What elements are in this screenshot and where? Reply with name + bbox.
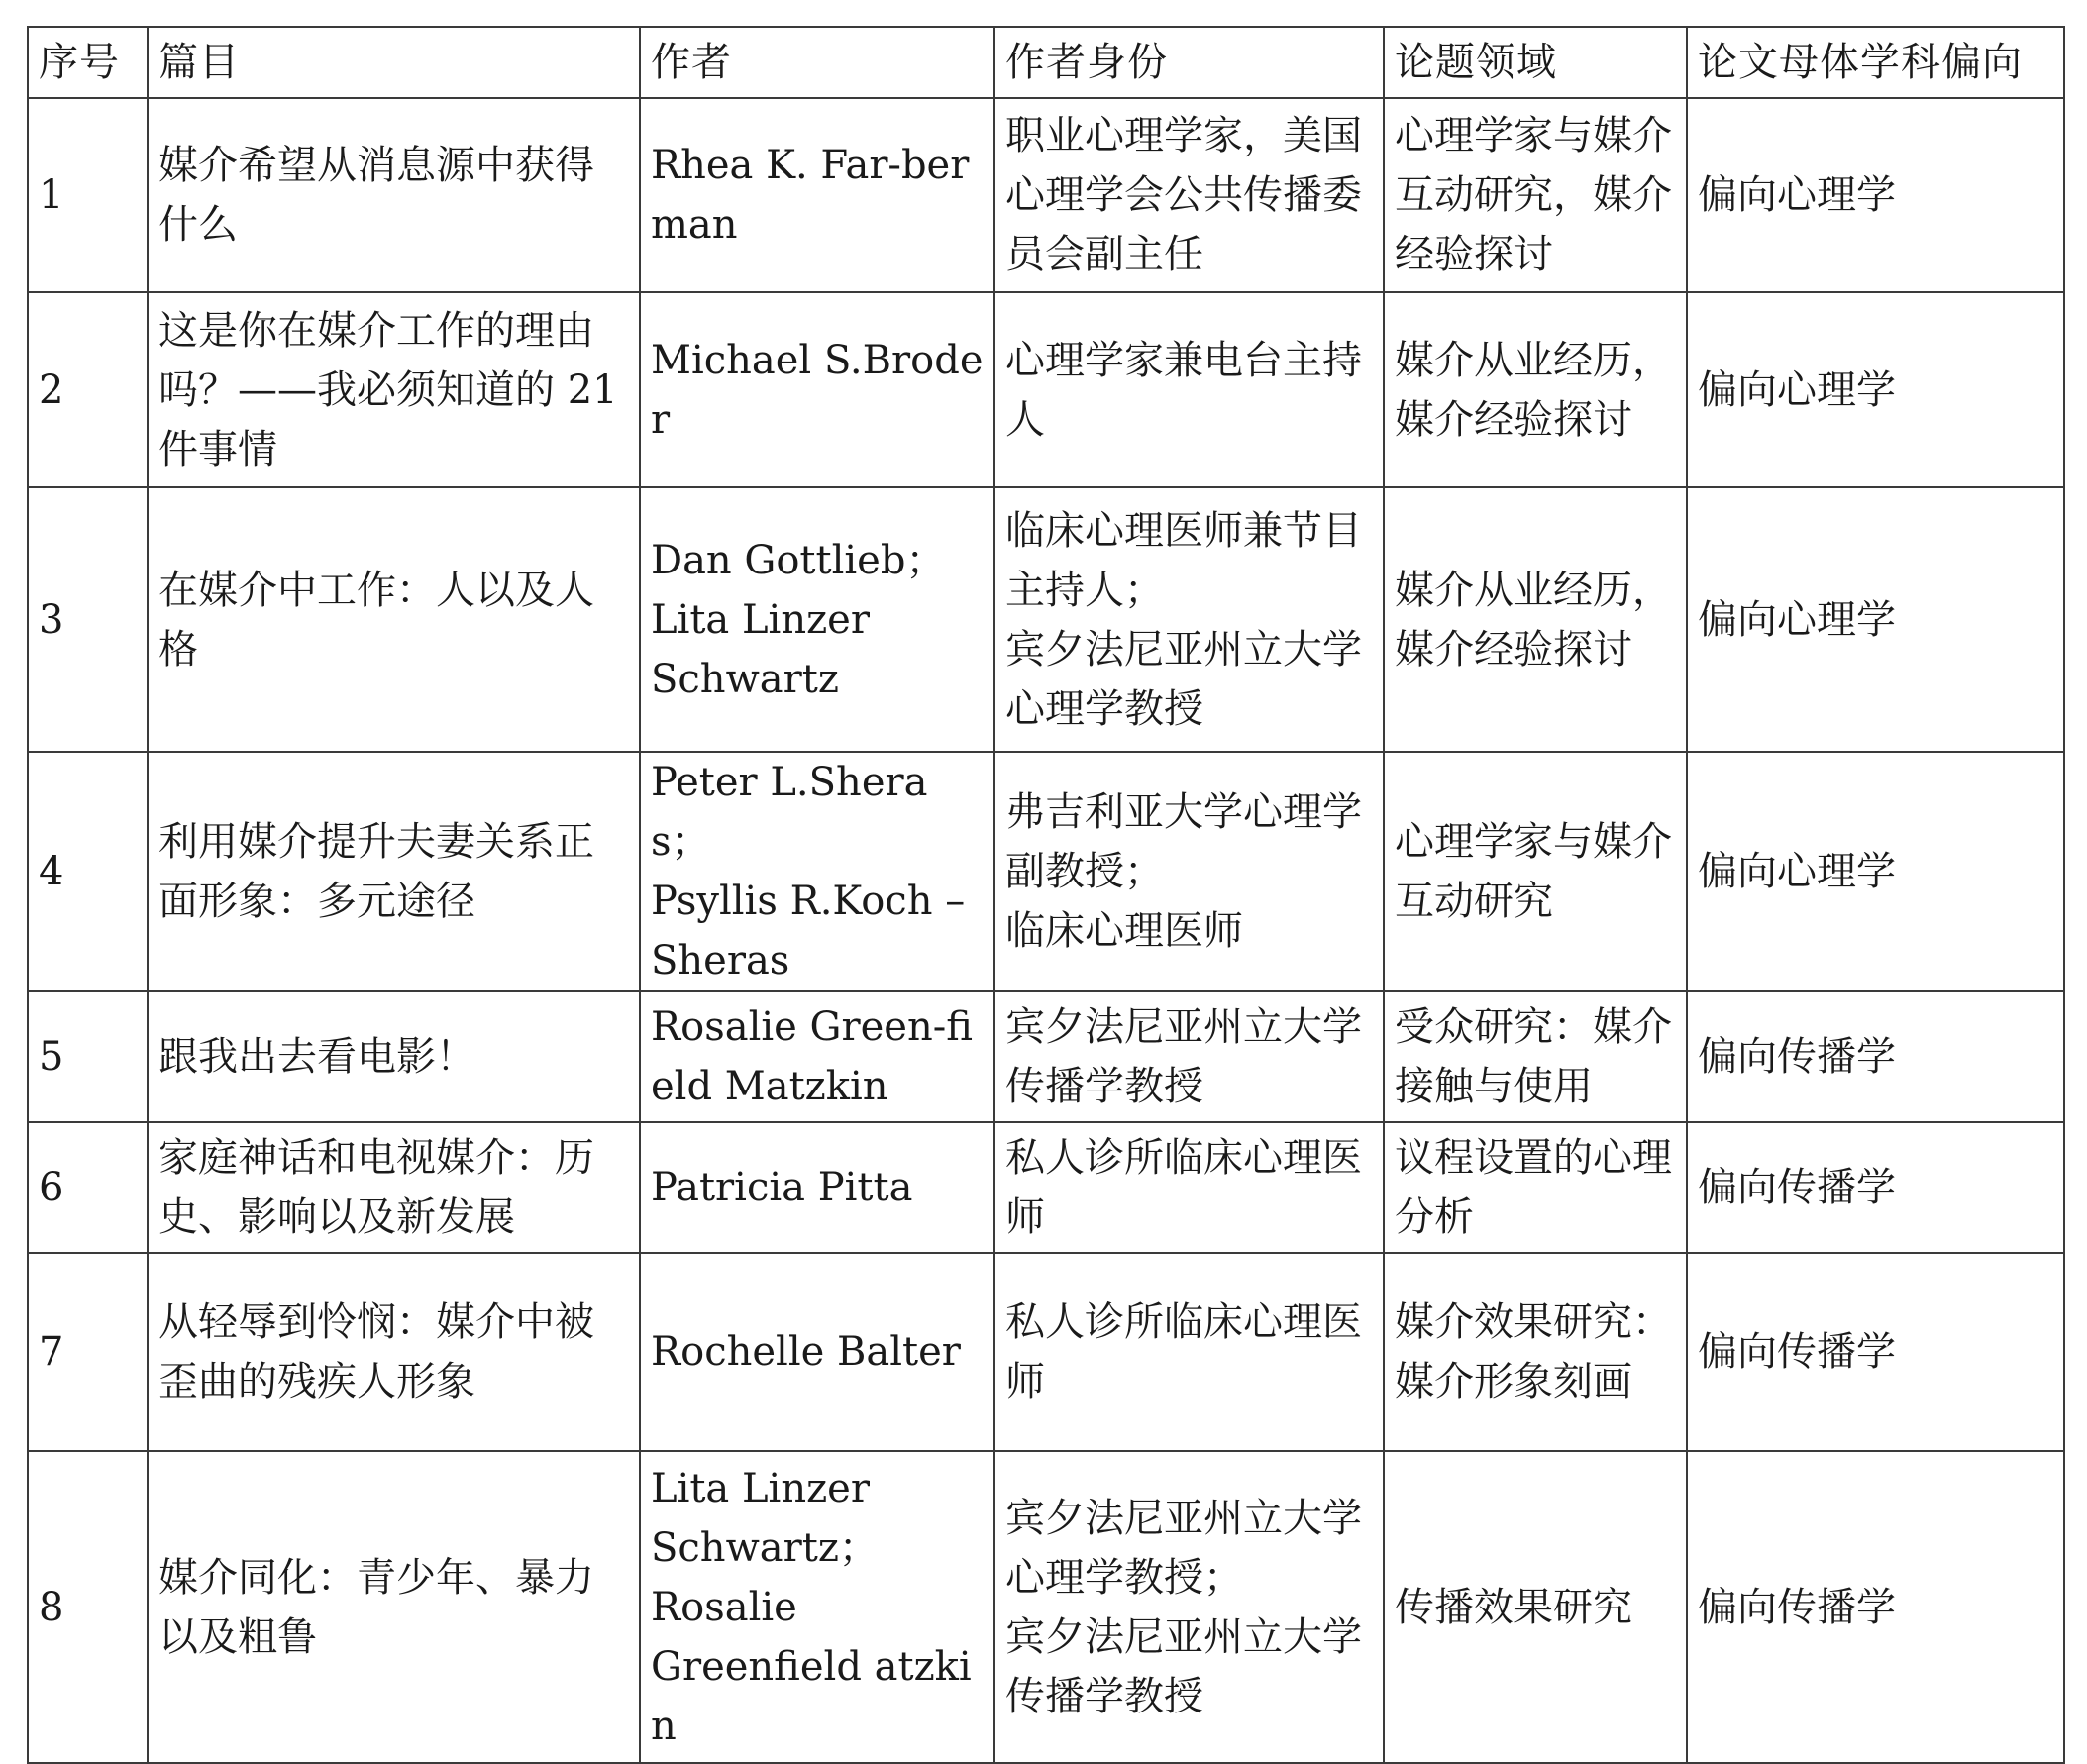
cell-author-line: Schwartz <box>651 656 839 702</box>
cell-field-line: 媒介效果研究：媒介形象刻画 <box>1395 1299 1672 1404</box>
table-row <box>28 1451 2064 1763</box>
cell-author-line: Dan Gottlieb； <box>651 537 946 583</box>
cell-author <box>640 1451 994 1763</box>
cell-identity-line: 宾夕法尼亚州立大学心理学教授 <box>1005 626 1362 732</box>
cell-title: 跟我出去看电影！ <box>148 991 640 1122</box>
cell-field <box>1384 1122 1687 1253</box>
cell-field <box>1384 292 1687 487</box>
cell-discipline: 偏向传播学 <box>1687 1451 2064 1763</box>
cell-identity <box>994 98 1384 292</box>
cell-identity-line: 弗吉利亚大学心理学副教授； <box>1005 789 1362 894</box>
cell-no: 7 <box>28 1253 148 1451</box>
cell-identity <box>994 1122 1384 1253</box>
cell-identity-line: 职业心理学家，美国心理学会公共传播委员会副主任 <box>1005 113 1362 277</box>
cell-title: 媒介同化：青少年、暴力以及粗鲁 <box>148 1451 640 1763</box>
cell-discipline: 偏向心理学 <box>1687 98 2064 292</box>
cell-identity <box>994 991 1384 1122</box>
cell-identity <box>994 1253 1384 1451</box>
papers-table <box>27 26 2065 1764</box>
cell-field <box>1384 1253 1687 1451</box>
cell-no: 2 <box>28 292 148 487</box>
cell-field-line: 传播效果研究 <box>1395 1584 1632 1630</box>
header-row <box>28 27 2064 98</box>
cell-field <box>1384 991 1687 1122</box>
cell-no: 3 <box>28 487 148 752</box>
cell-identity-line: 宾夕法尼亚州立大学心理学教授； <box>1005 1495 1362 1601</box>
cell-field-line: 心理学家与媒介互动研究 <box>1395 819 1672 924</box>
cell-title: 从轻辱到怜悯：媒介中被歪曲的残疾人形象 <box>148 1253 640 1451</box>
table-row <box>28 487 2064 752</box>
cell-identity <box>994 292 1384 487</box>
table-row <box>28 1122 2064 1253</box>
cell-author <box>640 487 994 752</box>
cell-identity <box>994 752 1384 991</box>
header-no: 序号 <box>28 27 148 98</box>
header-author: 作者 <box>640 27 994 98</box>
cell-field <box>1384 752 1687 991</box>
cell-author-line: Schwartz； <box>651 1524 879 1571</box>
cell-title: 这是你在媒介工作的理由吗？——我必须知道的 21 件事情 <box>148 292 640 487</box>
cell-author-line: Greenfield atzkin <box>651 1643 972 1749</box>
cell-author-line: Rochelle Balter <box>651 1329 961 1375</box>
cell-author-line: Patricia Pitta <box>651 1165 913 1210</box>
cell-author-line: Rosalie Green-field Matzkin <box>651 1004 973 1109</box>
cell-author-line: Michael S.Broder <box>651 337 984 443</box>
cell-field <box>1384 1451 1687 1763</box>
cell-identity-line: 私人诊所临床心理医师 <box>1005 1135 1362 1240</box>
table-header <box>28 27 2064 98</box>
header-title: 篇目 <box>148 27 640 98</box>
table-row <box>28 98 2064 292</box>
cell-identity-line: 临床心理医师 <box>1005 908 1243 954</box>
cell-author-line: Psyllis R.Koch – <box>651 879 966 924</box>
cell-field <box>1384 98 1687 292</box>
header-discipline: 论文母体学科偏向 <box>1687 27 2064 98</box>
cell-no: 8 <box>28 1451 148 1763</box>
header-identity: 作者身份 <box>994 27 1384 98</box>
cell-author <box>640 292 994 487</box>
header-field: 论题领域 <box>1384 27 1687 98</box>
cell-discipline: 偏向传播学 <box>1687 1253 2064 1451</box>
cell-author-line: Lita Linzer <box>651 1465 870 1511</box>
cell-author-line: Rhea K. Far-berman <box>651 143 970 248</box>
cell-author-line: Peter L.Sheras； <box>651 760 928 865</box>
cell-discipline: 偏向心理学 <box>1687 752 2064 991</box>
cell-title: 媒介希望从消息源中获得什么 <box>148 98 640 292</box>
cell-field-line: 媒介从业经历，媒介经验探讨 <box>1395 567 1672 673</box>
cell-no: 5 <box>28 991 148 1122</box>
cell-author-line: Rosalie <box>651 1584 797 1630</box>
cell-discipline: 偏向心理学 <box>1687 292 2064 487</box>
cell-field-line: 媒介从业经历，媒介经验探讨 <box>1395 337 1672 443</box>
cell-field-line: 受众研究：媒介接触与使用 <box>1395 1004 1672 1109</box>
cell-author <box>640 1122 994 1253</box>
cell-discipline: 偏向传播学 <box>1687 1122 2064 1253</box>
table-row <box>28 991 2064 1122</box>
cell-title: 家庭神话和电视媒介：历史、影响以及新发展 <box>148 1122 640 1253</box>
table-row <box>28 292 2064 487</box>
cell-field <box>1384 487 1687 752</box>
cell-identity-line: 私人诊所临床心理医师 <box>1005 1299 1362 1404</box>
table-body <box>28 98 2064 1763</box>
cell-discipline: 偏向传播学 <box>1687 991 2064 1122</box>
cell-author-line: Sheras <box>651 938 790 984</box>
cell-author <box>640 752 994 991</box>
cell-author <box>640 991 994 1122</box>
cell-identity-line: 宾夕法尼亚州立大学传播学教授 <box>1005 1004 1362 1109</box>
cell-identity-line: 临床心理医师兼节目主持人； <box>1005 507 1362 613</box>
cell-author <box>640 1253 994 1451</box>
table-row <box>28 752 2064 991</box>
cell-author-line: Lita Linzer <box>651 596 870 643</box>
cell-title: 在媒介中工作：人以及人格 <box>148 487 640 752</box>
table-row <box>28 1253 2064 1451</box>
cell-identity-line: 心理学家兼电台主持人 <box>1005 337 1362 443</box>
cell-no: 6 <box>28 1122 148 1253</box>
cell-discipline: 偏向心理学 <box>1687 487 2064 752</box>
cell-title: 利用媒介提升夫妻关系正面形象：多元途径 <box>148 752 640 991</box>
cell-field-line: 心理学家与媒介互动研究，媒介经验探讨 <box>1395 113 1672 277</box>
cell-author <box>640 98 994 292</box>
cell-no: 4 <box>28 752 148 991</box>
cell-no: 1 <box>28 98 148 292</box>
cell-field-line: 议程设置的心理分析 <box>1395 1135 1672 1240</box>
cell-identity-line: 宾夕法尼亚州立大学传播学教授 <box>1005 1613 1362 1719</box>
cell-identity <box>994 1451 1384 1763</box>
cell-identity <box>994 487 1384 752</box>
